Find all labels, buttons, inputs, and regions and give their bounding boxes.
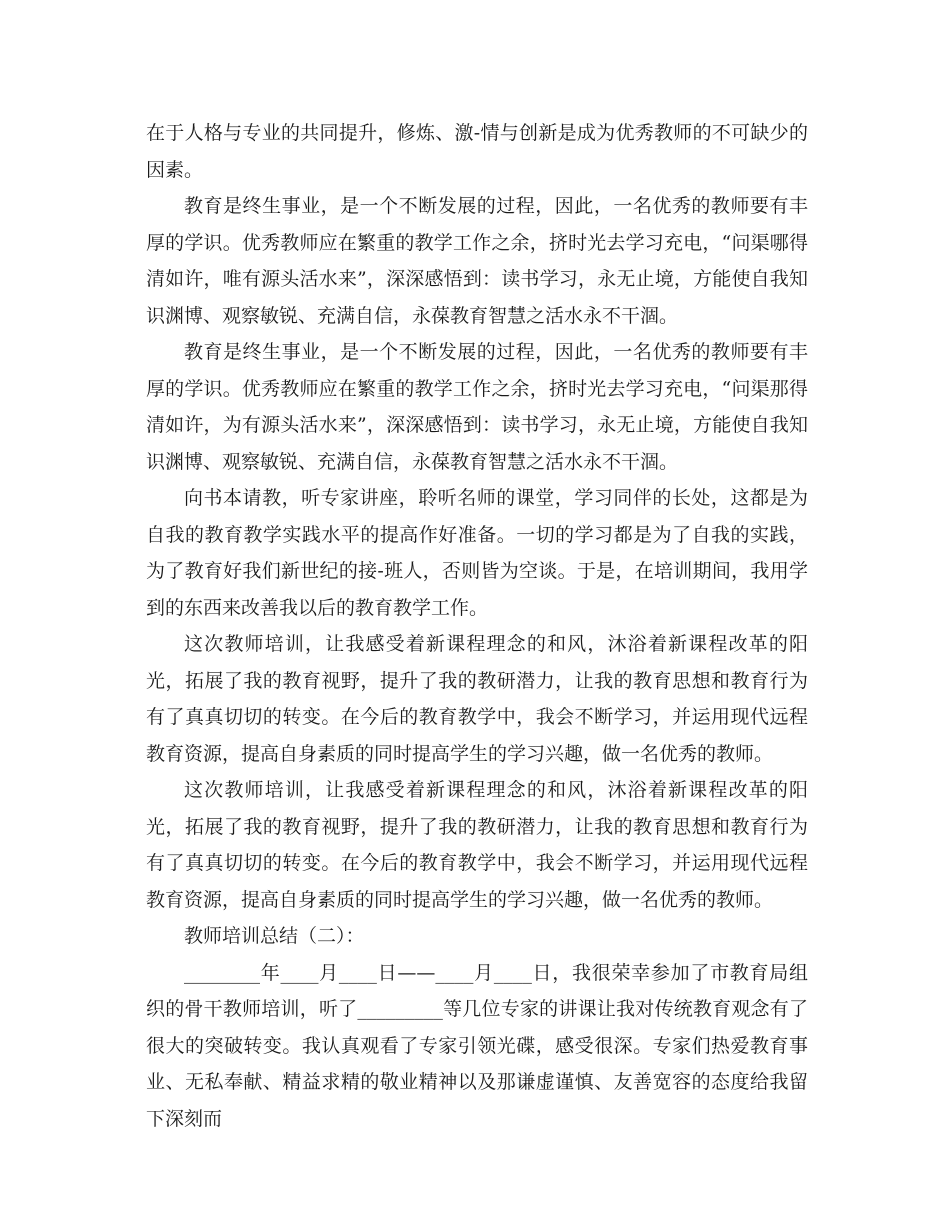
section-heading: 教师培训总结（二）： <box>184 925 365 947</box>
paragraph-training-reflection: 这次教师培训，让我感受着新课程理念的和风，沐浴着新课程改革的阳光，拓展了我的教育视野，提升了我的教研潜力，让我的教育思想和教育行为有了真真切切的转变。在今后的教育教学中，我会不断学习，并运用现代远程教育资源，提高自身素质的同时提高学生的学习兴趣，做一名优秀的教师。 <box>146 633 808 765</box>
paragraph-training-reflection-repeat: 这次教师培训，让我感受着新课程理念的和风，沐浴着新课程改革的阳光，拓展了我的教育视野，提升了我的教研潜力，让我的教育思想和教育行为有了真真切切的转变。在今后的教育教学中，我会不断学习，并运用现代远程教育资源，提高自身素质的同时提高学生的学习兴趣，做一名优秀的教师。 <box>146 779 808 911</box>
body-text <box>146 115 808 1137</box>
paragraph-learn-from-books: 向书本请教，听专家讲座，聆听名师的课堂，学习同伴的长处，这都是为自我的教育教学实践水平的提高作好准备。一切的学习都是为了自我的实践，为了教育好我们新世纪的接-班人，否则皆为空谈。于是，在培训期间，我用学到的东西来改善我以后的教育教学工作。 <box>146 487 808 619</box>
paragraph-training-dates: ________年____月____日——____月____日，我很荣幸参加了市教育局组织的骨干教师培训，听了_________等几位专家的讲课让我对传统教育观念有了很大的突破转变。我认真观看了专家引领光碟，感受很深。专家们热爱教育事业、无私奉献、精益求精的敬业精神以及那谦虚谨慎、友善宽容的态度给我留下深刻而 <box>146 961 808 1130</box>
paragraph-lifelong-learning-repeat: 教育是终生事业，是一个不断发展的过程，因此，一名优秀的教师要有丰厚的学识。优秀教师应在繁重的教学工作之余，挤时光去学习充电，“问渠那得清如许，为有源头活水来”，深深感悟到：读书学习，永无止境，方能使自我知识渊博、观察敏锐、充满自信，永葆教育智慧之活水永不干涸。 <box>146 341 808 473</box>
paragraph-continuation: 在于人格与专业的共同提升，修炼、激-情与创新是成为优秀教师的不可缺少的因素。 <box>146 122 808 181</box>
paragraph-lifelong-learning: 教育是终生事业，是一个不断发展的过程，因此，一名优秀的教师要有丰厚的学识。优秀教师应在繁重的教学工作之余，挤时光去学习充电，“问渠哪得清如许，唯有源头活水来”，深深感悟到：读书学习，永无止境，方能使自我知识渊博、观察敏锐、充满自信，永葆教育智慧之活水永不干涸。 <box>146 195 808 327</box>
